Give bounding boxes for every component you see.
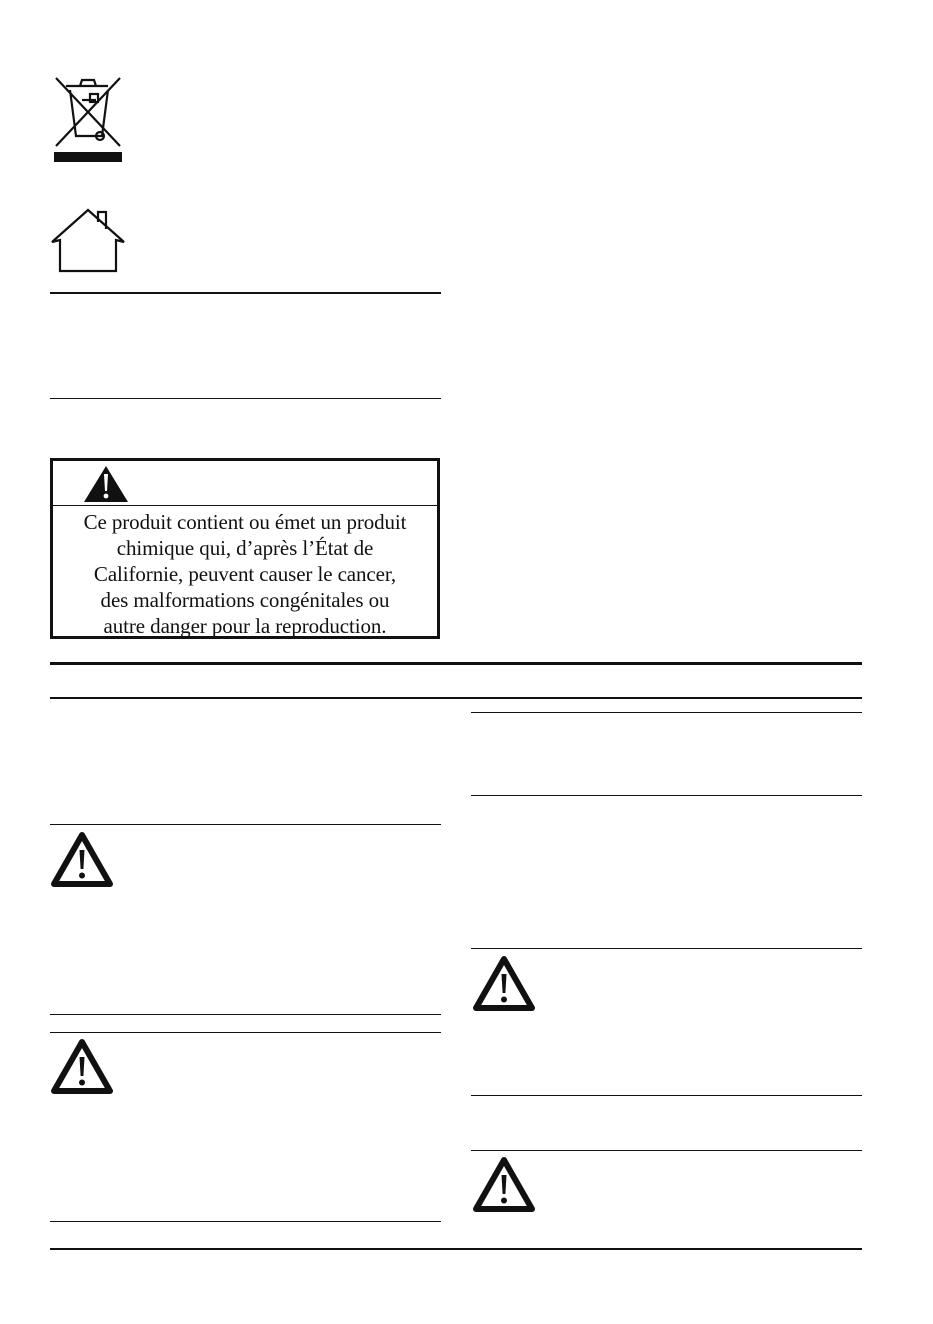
section-rule (50, 1014, 441, 1015)
section-rule (50, 1032, 441, 1033)
warning-triangle-icon (50, 1037, 114, 1095)
warning-triangle-icon (472, 954, 536, 1012)
section-rule (471, 1150, 862, 1151)
section-rule (50, 662, 862, 665)
crossed-out-wheelie-bin-icon (52, 74, 124, 164)
section-rule (471, 795, 862, 796)
california-warning-line: chimique qui, d’après l’État de (116, 536, 374, 560)
section-rule (471, 948, 862, 949)
section-rule (50, 1248, 862, 1250)
warning-triangle-icon (83, 465, 129, 503)
house-icon (50, 208, 128, 274)
california-warning-box (50, 458, 440, 639)
section-rule (50, 1221, 441, 1222)
section-rule (50, 824, 441, 825)
section-rule (50, 292, 441, 294)
section-rule (471, 712, 862, 713)
california-warning-line: des malformations congénitales ou (100, 588, 390, 612)
california-warning-header (53, 461, 437, 506)
section-rule (50, 697, 862, 699)
california-warning-line: autre danger pour la reproduction. (103, 614, 387, 638)
section-rule (50, 398, 441, 399)
california-warning-line: Californie, peuvent causer le cancer, (93, 562, 397, 586)
warning-triangle-icon (50, 830, 114, 888)
section-rule (471, 1095, 862, 1096)
california-warning-line: Ce produit contient ou émet un produit (83, 510, 407, 534)
california-warning-text (53, 509, 437, 639)
warning-triangle-icon (472, 1155, 536, 1213)
